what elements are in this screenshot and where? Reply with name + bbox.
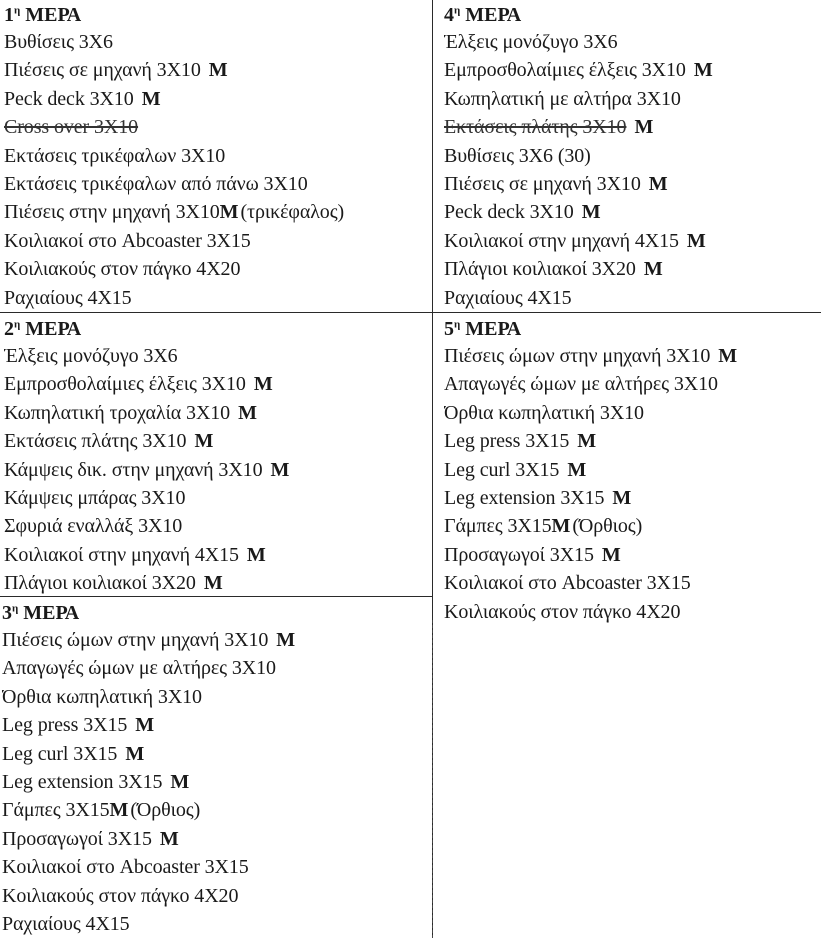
exercise-row xyxy=(4,85,432,113)
exercise-row xyxy=(4,427,432,455)
exercise-row xyxy=(444,198,821,226)
exercise-text: Βυθίσεις 3Χ6 xyxy=(4,31,113,53)
exercise-text: Κάμψεις μπάρας 3Χ10 xyxy=(4,486,186,509)
exercise-row xyxy=(2,882,432,910)
exercise-text: Κοιλιακοί στο Abcoaster 3X15 xyxy=(2,856,249,879)
exercise-text: Κοιλιακοί στην μηχανή 4Χ15 xyxy=(4,543,239,566)
exercise-row xyxy=(444,85,821,113)
day-5-exercise-list xyxy=(444,342,821,626)
day-ordinal: η xyxy=(454,318,461,331)
day-2-title xyxy=(4,316,432,342)
exercise-text: Εκτάσεις πλάτης 3Χ10 xyxy=(444,116,627,139)
machine-mark: Μ xyxy=(601,543,621,566)
exercise-row xyxy=(444,484,821,512)
machine-mark: Μ xyxy=(718,345,738,367)
machine-mark: Μ xyxy=(276,629,296,651)
day-label: ΜΕΡΑ xyxy=(23,602,80,624)
exercise-text: Κοιλιακούς στον πάγκο 4Χ20 xyxy=(2,884,239,907)
exercise-text: Πλάγιοι κοιλιακοί 3Χ20 xyxy=(444,258,636,281)
exercise-text: Πλάγιοι κοιλιακοί 3Χ20 xyxy=(4,572,196,595)
machine-mark: Μ xyxy=(270,458,290,481)
exercise-row xyxy=(4,284,432,312)
day-number: 2 xyxy=(4,318,14,340)
exercise-row xyxy=(444,456,821,484)
day-divider-1-2 xyxy=(0,312,432,313)
exercise-row xyxy=(4,28,432,56)
exercise-row xyxy=(2,796,432,824)
exercise-text: Κοιλιακοί στο Abcoaster 3X15 xyxy=(4,229,251,252)
exercise-row xyxy=(444,569,821,597)
machine-mark: Μ xyxy=(125,742,145,765)
day-label: ΜΕΡΑ xyxy=(465,4,522,26)
exercise-row xyxy=(2,654,432,682)
day-divider-4-5 xyxy=(432,312,821,313)
exercise-row xyxy=(444,227,821,255)
exercise-text: Κωπηλατική με αλτήρα 3Χ10 xyxy=(444,87,681,110)
exercise-text: Leg curl 3X15 xyxy=(444,458,560,481)
exercise-row xyxy=(444,512,821,540)
exercise-row xyxy=(444,427,821,455)
machine-mark: Μ xyxy=(238,401,257,424)
exercise-row xyxy=(444,598,821,626)
exercise-row xyxy=(4,484,432,512)
exercise-text: Peck deck 3X10 xyxy=(4,87,134,110)
exercise-row xyxy=(4,170,432,198)
exercise-text: Κοιλιακούς στον πάγκο 4Χ20 xyxy=(444,600,681,623)
exercise-text: Leg curl 3X15 xyxy=(2,742,118,765)
machine-mark: Μ xyxy=(693,59,713,82)
machine-mark: Μ xyxy=(634,116,654,139)
exercise-text: Κοιλιακοί στην μηχανή 4Χ15 xyxy=(444,229,679,252)
exercise-text: Γάμπες 3Χ15 xyxy=(444,515,552,538)
exercise-text: Leg extension 3X15 xyxy=(2,770,163,793)
exercise-row xyxy=(2,853,432,881)
exercise-row xyxy=(4,227,432,255)
exercise-row xyxy=(4,56,432,84)
machine-mark: Μ xyxy=(170,770,190,793)
exercise-row xyxy=(444,370,821,398)
exercise-note: (τρικέφαλος) xyxy=(240,201,345,224)
exercise-text: Πιέσεις ώμων στην μηχανή 3Χ10 xyxy=(2,629,269,651)
exercise-text: Cross over 3X10 xyxy=(4,116,139,139)
machine-mark: Μ xyxy=(577,430,597,453)
exercise-row xyxy=(2,626,432,654)
day-2-exercise-list xyxy=(4,342,432,598)
exercise-row xyxy=(4,541,432,569)
exercise-row xyxy=(4,198,432,226)
exercise-row xyxy=(4,399,432,427)
exercise-row xyxy=(4,569,432,597)
day-number: 5 xyxy=(444,318,454,340)
column-divider-dashed xyxy=(432,620,433,938)
machine-mark: Μ xyxy=(643,258,663,281)
exercise-text: Πιέσεις σε μηχανή 3Χ10 xyxy=(444,172,641,195)
exercise-text: Leg press 3X15 xyxy=(2,714,128,737)
exercise-text: Ραχιαίους 4Χ15 xyxy=(444,286,572,309)
machine-mark: Μ xyxy=(135,714,155,737)
exercise-row xyxy=(444,284,821,312)
exercise-row xyxy=(444,28,821,56)
exercise-text: Εμπροσθολαίμιες έλξεις 3Χ10 xyxy=(444,59,686,82)
day-3-section xyxy=(2,600,432,938)
machine-mark: Μ xyxy=(159,827,179,850)
exercise-text: Βυθίσεις 3Χ6 (30) xyxy=(444,144,591,167)
exercise-row xyxy=(2,711,432,739)
exercise-text: Έλξεις μονόζυγο 3Χ6 xyxy=(4,345,178,367)
machine-mark: Μ xyxy=(208,59,228,82)
exercise-text: Απαγωγές ώμων με αλτήρες 3Χ10 xyxy=(444,373,718,396)
day-ordinal: η xyxy=(14,318,21,331)
exercise-text: Γάμπες 3Χ15 xyxy=(2,799,110,822)
exercise-text: Έλξεις μονόζυγο 3Χ6 xyxy=(444,31,618,53)
exercise-text: Κοιλιακούς στον πάγκο 4Χ20 xyxy=(4,258,241,281)
exercise-row xyxy=(4,456,432,484)
exercise-row xyxy=(4,113,432,141)
exercise-row xyxy=(444,56,821,84)
exercise-text: Πιέσεις ώμων στην μηχανή 3Χ10 xyxy=(444,345,711,367)
machine-mark: Μ xyxy=(253,373,273,396)
exercise-row xyxy=(2,825,432,853)
exercise-text: Κωπηλατική τροχαλία 3Χ10 xyxy=(4,401,231,424)
day-ordinal: η xyxy=(12,602,19,615)
exercise-text: Εκτάσεις πλάτης 3Χ10 xyxy=(4,430,187,453)
day-3-title xyxy=(2,600,432,626)
exercise-text: Προσαγωγοί 3Χ15 xyxy=(444,543,594,566)
exercise-text: Leg press 3X15 xyxy=(444,430,570,453)
machine-mark: Μ xyxy=(686,229,706,252)
exercise-row xyxy=(4,142,432,170)
machine-mark: Μ xyxy=(648,172,668,195)
day-3-exercise-list xyxy=(2,626,432,938)
day-5-section xyxy=(444,316,821,626)
exercise-row xyxy=(4,370,432,398)
machine-mark: Μ xyxy=(219,201,239,224)
day-number: 3 xyxy=(2,602,12,624)
exercise-row xyxy=(4,512,432,540)
exercise-row xyxy=(444,142,821,170)
exercise-text: Κάμψεις δικ. στην μηχανή 3Χ10 xyxy=(4,458,263,481)
machine-mark: Μ xyxy=(567,458,587,481)
day-4-exercise-list xyxy=(444,28,821,312)
exercise-row xyxy=(4,255,432,283)
exercise-row xyxy=(444,113,821,141)
exercise-row xyxy=(2,768,432,796)
day-label: ΜΕΡΑ xyxy=(25,4,82,26)
exercise-text: Πιέσεις στην μηχανή 3Χ10 xyxy=(4,201,220,224)
exercise-text: Πιέσεις σε μηχανή 3Χ10 xyxy=(4,59,201,82)
exercise-text: Εμπροσθολαίμιες έλξεις 3Χ10 xyxy=(4,373,246,396)
exercise-row xyxy=(2,683,432,711)
exercise-row xyxy=(444,399,821,427)
machine-mark: Μ xyxy=(612,486,632,509)
day-label: ΜΕΡΑ xyxy=(25,318,82,340)
exercise-note: (Όρθιος) xyxy=(130,799,201,822)
day-number: 1 xyxy=(4,4,14,26)
exercise-row xyxy=(444,170,821,198)
exercise-text: Απαγωγές ώμων με αλτήρες 3Χ10 xyxy=(2,657,276,680)
machine-mark: Μ xyxy=(203,572,223,595)
day-1-exercise-list xyxy=(4,28,432,312)
exercise-text: Leg extension 3X15 xyxy=(444,486,605,509)
exercise-text: Ραχιαίους 4Χ15 xyxy=(2,912,130,935)
exercise-row xyxy=(2,740,432,768)
exercise-text: Κοιλιακοί στο Abcoaster 3X15 xyxy=(444,572,691,595)
day-4-section xyxy=(444,2,821,312)
exercise-row xyxy=(2,910,432,938)
exercise-text: Όρθια κωπηλατική 3Χ10 xyxy=(2,685,202,708)
day-number: 4 xyxy=(444,4,454,26)
exercise-text: Εκτάσεις τρικέφαλων 3Χ10 xyxy=(4,144,226,167)
day-1-section xyxy=(4,2,432,312)
exercise-row xyxy=(444,342,821,370)
exercise-text: Ραχιαίους 4Χ15 xyxy=(4,286,132,309)
day-ordinal: η xyxy=(454,4,461,17)
exercise-row xyxy=(444,541,821,569)
day-2-section xyxy=(4,316,432,598)
exercise-text: Όρθια κωπηλατική 3Χ10 xyxy=(444,401,644,424)
day-5-title xyxy=(444,316,821,342)
day-ordinal: η xyxy=(14,4,21,17)
machine-mark: Μ xyxy=(246,543,266,566)
machine-mark: Μ xyxy=(194,430,214,453)
machine-mark: Μ xyxy=(109,799,129,822)
exercise-text: Προσαγωγοί 3Χ15 xyxy=(2,827,152,850)
machine-mark: Μ xyxy=(551,515,571,538)
exercise-text: Εκτάσεις τρικέφαλων από πάνω 3Χ10 xyxy=(4,172,308,195)
machine-mark: Μ xyxy=(141,87,161,110)
day-1-title xyxy=(4,2,432,28)
exercise-note: (Όρθιος) xyxy=(572,515,643,538)
day-4-title xyxy=(444,2,821,28)
exercise-row xyxy=(444,255,821,283)
machine-mark: Μ xyxy=(581,201,601,224)
exercise-text: Σφυριά εναλλάξ 3Χ10 xyxy=(4,515,183,538)
exercise-text: Peck deck 3X10 xyxy=(444,201,574,224)
exercise-row xyxy=(4,342,432,370)
day-label: ΜΕΡΑ xyxy=(465,318,522,340)
